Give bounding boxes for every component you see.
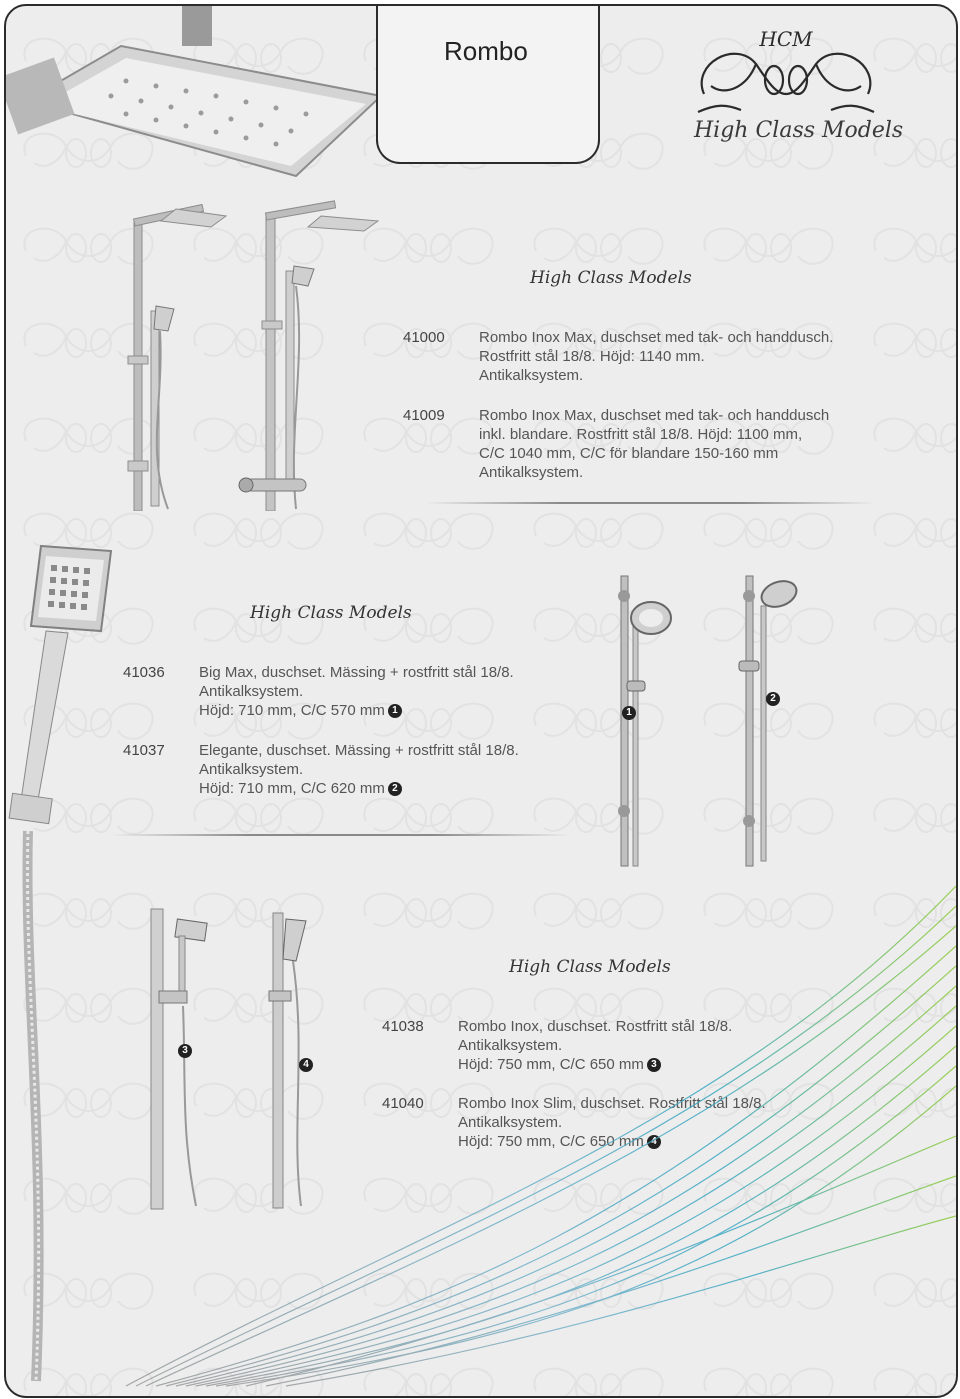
title-tab — [376, 4, 600, 164]
product-code: 41000 — [403, 329, 445, 346]
divider — [426, 502, 876, 504]
desc-line: Antikalksystem. — [199, 761, 304, 778]
product-code: 41040 — [382, 1095, 424, 1112]
product-description — [479, 328, 833, 385]
product-41037 — [123, 741, 573, 801]
decorative-wave — [6, 886, 956, 1396]
divider — [111, 834, 571, 836]
desc-line: Rombo Inox Slim, duschset. Rostfritt stål 18/8. — [458, 1095, 766, 1112]
image-badge-1: 1 — [622, 706, 636, 720]
shower-columns-image — [116, 191, 386, 511]
desc-line: Antikalksystem. — [479, 464, 584, 481]
desc-line: Höjd: 710 mm, C/C 570 mm — [199, 702, 385, 719]
section-brand-2: High Class Models — [250, 603, 412, 623]
desc-line: Rombo Inox Max, duschset med tak- och handdusch. — [479, 329, 834, 346]
product-code: 41009 — [403, 407, 445, 424]
variant-badge: 4 — [647, 1135, 661, 1149]
logo-monogram: HCM — [759, 27, 813, 51]
variant-badge: 3 — [647, 1058, 661, 1072]
product-code: 41038 — [382, 1018, 424, 1035]
desc-line: Höjd: 750 mm, C/C 650 mm — [458, 1056, 644, 1073]
desc-line: inkl. blandare. Rostfritt stål 18/8. Höjd: 1100 mm, — [479, 426, 803, 443]
section-brand-3: High Class Models — [509, 957, 671, 977]
desc-line: Höjd: 710 mm, C/C 620 mm — [199, 780, 385, 797]
desc-line: Antikalksystem. — [199, 683, 304, 700]
desc-line: Antikalksystem. — [458, 1037, 563, 1054]
desc-line: C/C 1040 mm, C/C för blandare 150-160 mm — [479, 445, 779, 462]
catalog-page — [4, 4, 958, 1398]
variant-badge: 1 — [388, 704, 402, 718]
image-badge-3: 3 — [178, 1044, 192, 1058]
desc-line: Antikalksystem. — [458, 1114, 563, 1131]
desc-line: Antikalksystem. — [479, 367, 584, 384]
product-41000 — [403, 328, 923, 388]
product-description — [199, 741, 519, 798]
product-description — [199, 663, 514, 720]
rain-shower-head-image — [6, 6, 386, 181]
image-badge-2: 2 — [766, 692, 780, 706]
product-description — [479, 406, 829, 482]
product-code: 41037 — [123, 742, 165, 759]
desc-line: Rombo Inox Max, duschset med tak- och handdusch — [479, 407, 830, 424]
desc-line: Rostfritt stål 18/8. Höjd: 1140 mm. — [479, 348, 705, 365]
product-code: 41036 — [123, 664, 165, 681]
page-title: Rombo — [444, 36, 528, 66]
product-41009 — [403, 406, 923, 486]
image-badge-4: 4 — [299, 1058, 313, 1072]
section-brand-1: High Class Models — [530, 268, 692, 288]
slide-bar-showers-image — [601, 566, 811, 876]
desc-line: Höjd: 750 mm, C/C 650 mm — [458, 1133, 644, 1150]
desc-line: Elegante, duschset. Mässing + rostfritt stål 18/8. — [199, 742, 519, 759]
hcm-logo — [696, 24, 876, 114]
product-41036 — [123, 663, 573, 723]
variant-badge: 2 — [388, 782, 402, 796]
desc-line: Rombo Inox, duschset. Rostfritt stål 18/8. — [458, 1018, 733, 1035]
desc-line: Big Max, duschset. Mässing + rostfritt stål 18/8. — [199, 664, 514, 681]
brand-name: High Class Models — [694, 118, 904, 143]
